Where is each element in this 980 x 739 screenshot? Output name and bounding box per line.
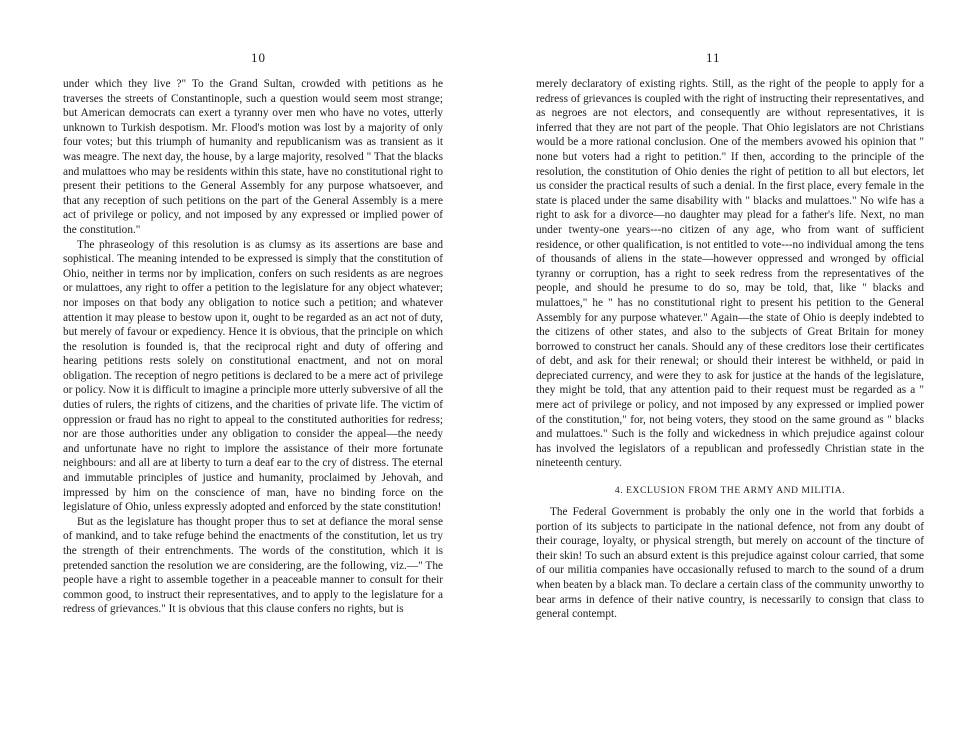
page-number: 10 — [251, 50, 266, 65]
paragraph: The phraseology of this resolution is as clumsy as its assertions are base and sophistical. The meaning intended to be expressed is simply that the constitution of Ohio, neither in terms nor by implication, confers on such residents as are negroes or mulattoes, any right to offer a petition to the legislature for any object whatever; nor imposes on that body any obligation to notice such a petition; and whatever attention it may please to bestow upon it, ought to be regarded as an act not of duty, but merely of favour or expediency. Hence it is obvious, that the principle on which the resolution is founded is, that the reciprocal right and duty of offering and hearing petitions rests solely on constitutional enactment, and not on moral obligation. The reception of negro petitions is declared to be a mere act of privilege or policy. Now it is difficult to imagine a principle more utterly subversive of all the duties of rulers, the rights of citizens, and the charities of private life. The victim of oppression or fraud has no right to appeal to the constituted authorities for redress; nor are those authorities under any obligation to consider the appeal—the needy and unfortunate have no right to implore the assistance of their more fortunate neighbours: and all are at liberty to turn a deaf ear to the cry of distress. The eternal and immutable principles of justice and humanity, proclaimed by Jehovah, and impressed by him on the conscience of man, have no binding force on the legislature of Ohio, unless expressly adopted and enforced by the state constitution! — [63, 238, 443, 514]
text-column — [63, 77, 443, 617]
right-page — [490, 0, 980, 739]
paragraph: merely declaratory of existing rights. Still, as the right of the people to apply for a redress of grievances is coupled with the right of instructing their representatives, and as negroes are not electors, and consequently are without representatives, it is inferred that they are not part of the people. That Ohio legislators are not Christians would be a more rational conclusion. One of the members avowed his opinion that " none but voters had a right to petition." If then, according to the principle of the resolution, the constitution of Ohio denies the right of petition to all but electors, let us consider the practical results of such a denial. In the first place, every female in the state is placed under the same disability with " blacks and mulattoes." No wife has a right to ask for a divorce—no daughter may plead for a father's life. Next, no man under twenty-one years---no citizen of any age, who from want of sufficient residence, or other qualification, is not entitled to vote---no individual among the tens of thousands of aliens in the state—however oppressed and wronged by official tyranny or corruption, has a right to seek redress from the representatives of the people, and should he presume to do so, may be told, that, like " blacks and mulattoes," he " has no constitutional right to present his petition to the General Assembly for any purpose whatever." Again—the state of Ohio is deeply indebted to the citizens of other states, and also to the subjects of Great Britain for money borrowed to construct her canals. Should any of these creditors lose their certificates of debt, and ask for their renewal; or should their interest be withheld, or paid in depreciated currency, and were they to ask for justice at the hands of the legislature, they might be told, that any attention paid to their request must be regarded as a " mere act of privilege or policy, and not imposed by any expressed or implied power of the constitution," for, not being voters, they stood on the same ground as " blacks and mulattoes." Such is the folly and wickedness in which prejudice against colour has involved the legislators of a republican and professedly Christian state in the nineteenth century. — [536, 78, 924, 470]
paragraph: But as the legislature has thought proper thus to set at defiance the moral sense of mankind, and to take refuge behind the enactments of the constitution, let us try the strength of their entrenchments. The words of the constitution, which it is pretended sanction the resolution we are considering, are the following, viz.—" The people have a right to assemble together in a peaceable manner to consult for their common good, to instruct their representatives, and to apply to the legislature for a redress of grievances." It is obvious that this clause confers no rights, but is — [63, 515, 443, 616]
paragraph: The Federal Government is probably the only one in the world that forbids a portion of its subjects to participate in the national defence, not from any doubt of their courage, loyalty, or physical strength, but merely on account of the tincture of their skin! To such an absurd extent is this prejudice against colour carried, that some of our militia companies have occasionally refused to march to the sound of a drum when beaten by a black man. To declare a certain class of the community unworthy to bear arms in defence of their native country, is necessarily to consign that class to general contempt. — [536, 506, 924, 621]
section-heading: 4. EXCLUSION FROM THE ARMY AND MILITIA. — [614, 486, 846, 497]
paragraph: under which they live ?" To the Grand Sultan, crowded with petitions as he traverses the streets of Constantinople, such a question would seem most strange; but American democrats can exert a tyranny over men who have no votes, utterly unknown to Turkish despotism. Mr. Flood's motion was lost by a majority of only four votes; but this triumph of humanity and republicanism was as transient as it was meagre. The next day, the house, by a large majority, resolved " That the blacks and mulattoes who may be residents within this state, have no constitutional right to present their petitions to the General Assembly for any purpose whatsoever, and that any reception of such petitions on the part of the General Assembly is a mere act of privilege or policy, and not imposed by any expressed or implied power of the constitution." — [63, 78, 443, 236]
page-number: 11 — [706, 50, 721, 65]
text-column — [536, 77, 924, 622]
